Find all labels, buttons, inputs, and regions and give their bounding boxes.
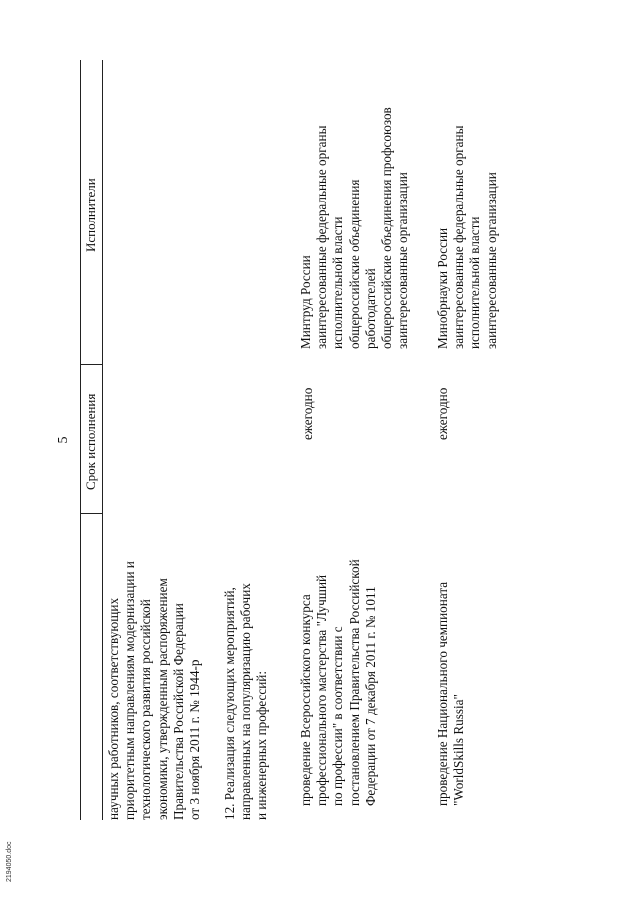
header-divider-left — [80, 513, 103, 514]
activity-cell — [435, 582, 467, 806]
text-line: и инженерных профессий: — [254, 670, 270, 820]
text-line: исполнительной власти — [467, 216, 483, 349]
text-line: 12. Реализация следующих мероприятий, — [222, 587, 237, 820]
text-line: заинтересованные организации — [395, 172, 411, 349]
text-line: общероссийские объединения профсоюзов — [379, 107, 395, 349]
text-line: Минтруд России — [298, 255, 313, 349]
header-deadline: Срок исполнения — [83, 393, 98, 490]
deadline-cell: ежегодно — [300, 387, 315, 440]
header-top-rule — [80, 60, 81, 820]
text-line: приоритетным направлениям модернизации и — [122, 561, 138, 820]
text-line: от 3 ноября 2011 г. № 1944-р — [187, 659, 203, 820]
text-line: заинтересованные федеральные органы — [451, 125, 467, 349]
header-divider-right — [80, 364, 103, 365]
header-executors: Исполнители — [83, 178, 98, 252]
text-line: исполнительной власти — [330, 216, 346, 349]
text-line: "WorldSkills Russia" — [451, 694, 467, 806]
executors-cell — [435, 126, 500, 349]
executors-cell — [298, 107, 411, 349]
text-line: технологического развития российской — [138, 599, 154, 820]
text-line: направленных на популяризацию рабочих — [238, 583, 254, 820]
text-line: общероссийские объединения — [346, 179, 362, 349]
deadline-cell: ежегодно — [435, 387, 450, 440]
footer-filename: 2194050.doc — [6, 841, 13, 882]
text-line: экономики, утвержденным распоряжением — [154, 578, 170, 820]
header-bottom-rule — [102, 60, 103, 820]
activity-cell — [222, 583, 271, 820]
text-line: заинтересованные организации — [483, 172, 499, 349]
text-line: работодателей — [362, 268, 378, 349]
text-line: по профессии" в соответствии с — [330, 626, 346, 806]
text-line: Минобрнауки России — [435, 227, 450, 349]
activity-cell — [106, 561, 203, 820]
text-line: постановлением Правительства Российской — [346, 559, 362, 806]
page-number: 5 — [56, 436, 71, 444]
text-line: заинтересованные федеральные органы — [314, 125, 330, 349]
text-line: Федерации от 7 декабря 2011 г. № 1011 — [362, 586, 378, 806]
text-line: проведение Национального чемпионата — [435, 581, 450, 806]
text-line: проведение Всероссийского конкурса — [298, 594, 313, 806]
text-line: профессионального мастерства "Лучший — [314, 574, 330, 806]
text-line: Правительства Российской Федерации — [170, 603, 186, 820]
activity-cell — [298, 559, 379, 806]
rotated-page — [50, 60, 580, 820]
text-line: научных работников, соответствующих — [106, 597, 121, 820]
